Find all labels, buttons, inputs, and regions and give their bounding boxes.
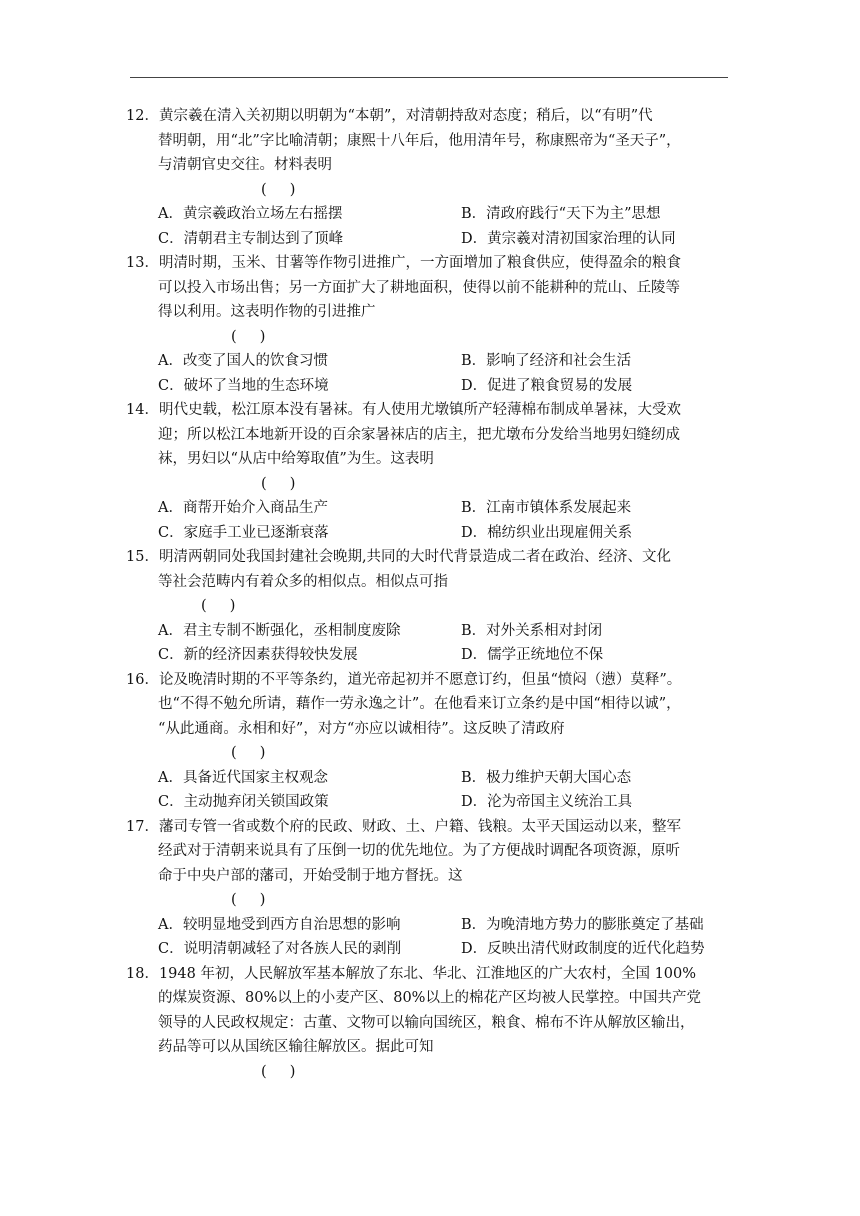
option-label: C．	[158, 647, 184, 663]
option-b[interactable]	[461, 349, 631, 374]
option-c[interactable]	[158, 227, 461, 252]
option-text: 君主专制不断强化，丞相制度废除	[182, 622, 401, 639]
answer-bracket-row	[126, 888, 736, 913]
option-text: 黄宗羲对清初国家治理的认同	[487, 230, 676, 247]
option-text: 具备近代国家主权观念	[182, 769, 328, 786]
option-row	[126, 937, 736, 962]
option-label: A．	[158, 206, 183, 222]
option-a[interactable]	[158, 619, 461, 644]
question-number: 14．	[126, 402, 159, 418]
answer-bracket-row	[126, 325, 736, 350]
option-text: 清朝君主专制达到了顶峰	[183, 230, 344, 247]
option-label: A．	[158, 916, 183, 933]
question-18	[126, 962, 736, 1085]
option-label: B．	[461, 500, 487, 516]
question-number: 16．	[126, 671, 159, 688]
option-text: 为晚清地方势力的膨胀奠定了基础	[486, 916, 704, 933]
option-label: A．	[158, 769, 183, 786]
option-text: 儒学正统地位不保	[487, 647, 604, 663]
option-label: A．	[158, 622, 183, 639]
option-text: 黄宗羲政治立场左右摇摆	[182, 206, 343, 222]
answer-bracket[interactable]: ( )	[201, 598, 236, 614]
question-stem-line	[126, 129, 736, 154]
option-a[interactable]	[158, 349, 461, 374]
question-14	[126, 398, 736, 545]
option-row	[126, 227, 736, 252]
question-stem-text: 领导的人民政权规定：古董、文物可以输向国统区，粮食、棉布不许从解放区输出，	[158, 1014, 695, 1031]
option-a[interactable]	[158, 766, 461, 791]
question-stem-line	[126, 545, 736, 570]
question-stem-text: 等社会范畴内有着众多的相似点。相似点可指	[158, 573, 448, 590]
question-stem-text: 迎；所以松江本地新开设的百余家暑袜店的店主，把尤墩布分发给当地男妇缝纫成	[158, 426, 680, 443]
question-stem-text: 替明朝，用“北”字比喻清朝；康熙十八年后，他用清年号，称康熙帝为“圣天子”，	[158, 132, 681, 149]
question-stem-text: 也“不得不勉允所请，藉作一劳永逸之计”。在他看来订立条约是中国“相待以诚”，	[158, 696, 681, 712]
option-text: 江南市镇体系发展起来	[486, 500, 632, 516]
option-row	[126, 349, 736, 374]
option-c[interactable]	[158, 937, 461, 962]
question-stem-text: 论及晚清时期的不平等条约，道光帝起初并不愿意订约，但虽“愤闷（懑）莫释”。	[158, 671, 682, 688]
option-d[interactable]	[461, 227, 676, 252]
question-13	[126, 251, 736, 398]
option-text: 对外关系相对封闭	[486, 622, 603, 639]
option-text: 清政府践行“天下为主”思想	[486, 206, 661, 222]
question-stem-line	[126, 839, 736, 864]
option-text: 棉纺织业出现雇佣关系	[487, 524, 633, 541]
answer-bracket-row	[126, 472, 736, 497]
option-text: 促进了粮食贸易的发展	[487, 377, 633, 394]
option-d[interactable]	[461, 643, 603, 668]
option-text: 新的经济因素获得较快发展	[183, 647, 358, 663]
option-label: C．	[158, 941, 184, 957]
option-text: 家庭手工业已逐渐衰落	[183, 524, 329, 541]
option-row	[126, 790, 736, 815]
option-a[interactable]	[158, 913, 461, 938]
option-d[interactable]	[461, 790, 632, 815]
question-stem-line	[126, 815, 736, 840]
option-label: D．	[461, 647, 488, 663]
option-label: B．	[461, 622, 487, 639]
question-stem-line	[126, 104, 736, 129]
question-number: 13．	[126, 255, 159, 271]
question-stem-line	[126, 251, 736, 276]
answer-bracket-row	[126, 178, 736, 203]
header-rule	[130, 77, 728, 78]
question-number: 17．	[126, 818, 159, 835]
option-row	[126, 766, 736, 791]
option-text: 商帮开始介入商品生产	[182, 500, 328, 516]
option-label: B．	[461, 353, 487, 369]
option-text: 破坏了当地的生态环境	[183, 377, 329, 394]
question-stem-line	[126, 276, 736, 301]
option-text: 极力维护天朝大国心态	[486, 769, 632, 786]
option-text: 改变了国人的饮食习惯	[182, 353, 328, 369]
answer-bracket[interactable]: ( )	[231, 745, 266, 761]
question-stem-line	[126, 1035, 736, 1060]
answer-bracket-row	[126, 1060, 736, 1085]
option-label: B．	[461, 769, 487, 786]
question-stem-line	[126, 423, 736, 448]
option-row	[126, 374, 736, 399]
question-stem-line	[126, 1011, 736, 1036]
option-label: B．	[461, 206, 487, 222]
question-number: 15．	[126, 549, 159, 565]
answer-bracket[interactable]: ( )	[231, 328, 266, 345]
option-b[interactable]	[461, 913, 704, 938]
question-stem-text: 黄宗羲在清入关初期以明朝为“本朝”，对清朝持敌对态度；稍后，以“有明”代	[158, 108, 653, 124]
question-stem-text: 可以投入市场出售；另一方面扩大了耕地面积，使得以前不能耕种的荒山、丘陵等	[158, 279, 680, 296]
option-row	[126, 496, 736, 521]
question-stem-text: 命于中央户部的藩司，开始受制于地方督抚。这	[158, 867, 463, 884]
option-c[interactable]	[158, 790, 461, 815]
option-text: 较明显地受到西方自治思想的影响	[182, 916, 401, 933]
option-c[interactable]	[158, 374, 461, 399]
option-label: C．	[158, 377, 184, 394]
option-label: A．	[158, 353, 183, 369]
option-c[interactable]	[158, 521, 461, 546]
question-stem-line	[126, 864, 736, 889]
option-text: 沦为帝国主义统治工具	[487, 794, 633, 810]
option-label: A．	[158, 500, 183, 516]
question-stem-line	[126, 668, 736, 693]
option-label: B．	[461, 916, 487, 933]
question-stem-line	[126, 717, 736, 742]
question-stem-line	[126, 570, 736, 595]
question-stem-text: 药品等可以从国统区输往解放区。据此可知	[158, 1039, 434, 1055]
option-a[interactable]	[158, 496, 461, 521]
answer-bracket[interactable]: ( )	[261, 1063, 296, 1080]
option-text: 主动抛弃闭关锁国政策	[183, 794, 329, 810]
answer-bracket[interactable]: ( )	[261, 181, 296, 198]
question-stem-line	[126, 692, 736, 717]
option-row	[126, 521, 736, 546]
question-stem-text: 经武对于清朝来说具有了压倒一切的优先地位。为了方便战时调配各项资源，原听	[158, 843, 680, 859]
answer-bracket[interactable]: ( )	[231, 892, 266, 908]
question-16	[126, 668, 736, 815]
question-stem-line	[126, 153, 736, 178]
question-number: 18．	[126, 965, 159, 982]
question-number: 12．	[126, 108, 159, 124]
option-text: 反映出清代财政制度的近代化趋势	[487, 941, 705, 957]
question-stem-text: 明清时期，玉米、甘薯等作物引进推广，一方面增加了粮食供应，使得盈余的粮食	[158, 255, 681, 271]
option-row	[126, 202, 736, 227]
option-label: C．	[158, 794, 184, 810]
option-d[interactable]	[461, 374, 632, 399]
answer-bracket-row	[126, 741, 736, 766]
option-b[interactable]	[461, 619, 602, 644]
question-15	[126, 545, 736, 668]
question-stem-text: 与清朝官史交往。材料表明	[158, 157, 332, 173]
option-b[interactable]	[461, 202, 660, 227]
question-stem-text: “从此通商。永相和好”，对方“亦应以诚相待”。这反映了清政府	[158, 720, 565, 737]
question-12	[126, 104, 736, 251]
option-c[interactable]	[158, 643, 461, 668]
option-row	[126, 619, 736, 644]
question-stem-text: 1948 年初，人民解放军基本解放了东北、华北、江淮地区的广大农村，全国 100%	[158, 965, 697, 982]
question-stem-text: 的煤炭资源、80%以上的小麦产区、80%以上的棉花产区均被人民掌控。中国共产党	[158, 990, 701, 1006]
question-stem-line	[126, 447, 736, 472]
option-row	[126, 643, 736, 668]
option-label: C．	[158, 230, 184, 247]
option-d[interactable]	[461, 937, 705, 962]
question-17	[126, 815, 736, 962]
option-text: 说明清朝减轻了对各族人民的剥削	[183, 941, 402, 957]
option-b[interactable]	[461, 496, 631, 521]
option-label: D．	[461, 230, 488, 247]
option-label: D．	[461, 377, 488, 394]
question-stem-line	[126, 986, 736, 1011]
option-row	[126, 913, 736, 938]
answer-bracket[interactable]: ( )	[261, 475, 296, 492]
question-stem-line	[126, 398, 736, 423]
option-label: D．	[461, 941, 488, 957]
question-stem-line	[126, 962, 736, 987]
option-a[interactable]	[158, 202, 461, 227]
option-label: D．	[461, 524, 488, 541]
question-stem-text: 明代史载，松江原本没有暑袜。有人使用尤墩镇所产轻薄棉布制成单暑袜，大受欢	[158, 402, 681, 418]
option-b[interactable]	[461, 766, 631, 791]
answer-bracket-row	[126, 594, 736, 619]
question-stem-text: 得以利用。这表明作物的引进推广	[158, 304, 376, 320]
question-list	[126, 104, 736, 1084]
question-stem-line	[126, 300, 736, 325]
option-label: D．	[461, 794, 488, 810]
option-d[interactable]	[461, 521, 632, 546]
question-stem-text: 袜，男妇以“从店中给筹取值”为生。这表明	[158, 451, 434, 467]
option-text: 影响了经济和社会生活	[486, 353, 632, 369]
question-stem-text: 藩司专管一省或数个府的民政、财政、土、户籍、钱粮。太平天国运动以来，整军	[158, 818, 681, 835]
question-stem-text: 明清两朝同处我国封建社会晚期,共同的大时代背景造成二者在政治、经济、文化	[158, 549, 672, 565]
option-label: C．	[158, 524, 184, 541]
